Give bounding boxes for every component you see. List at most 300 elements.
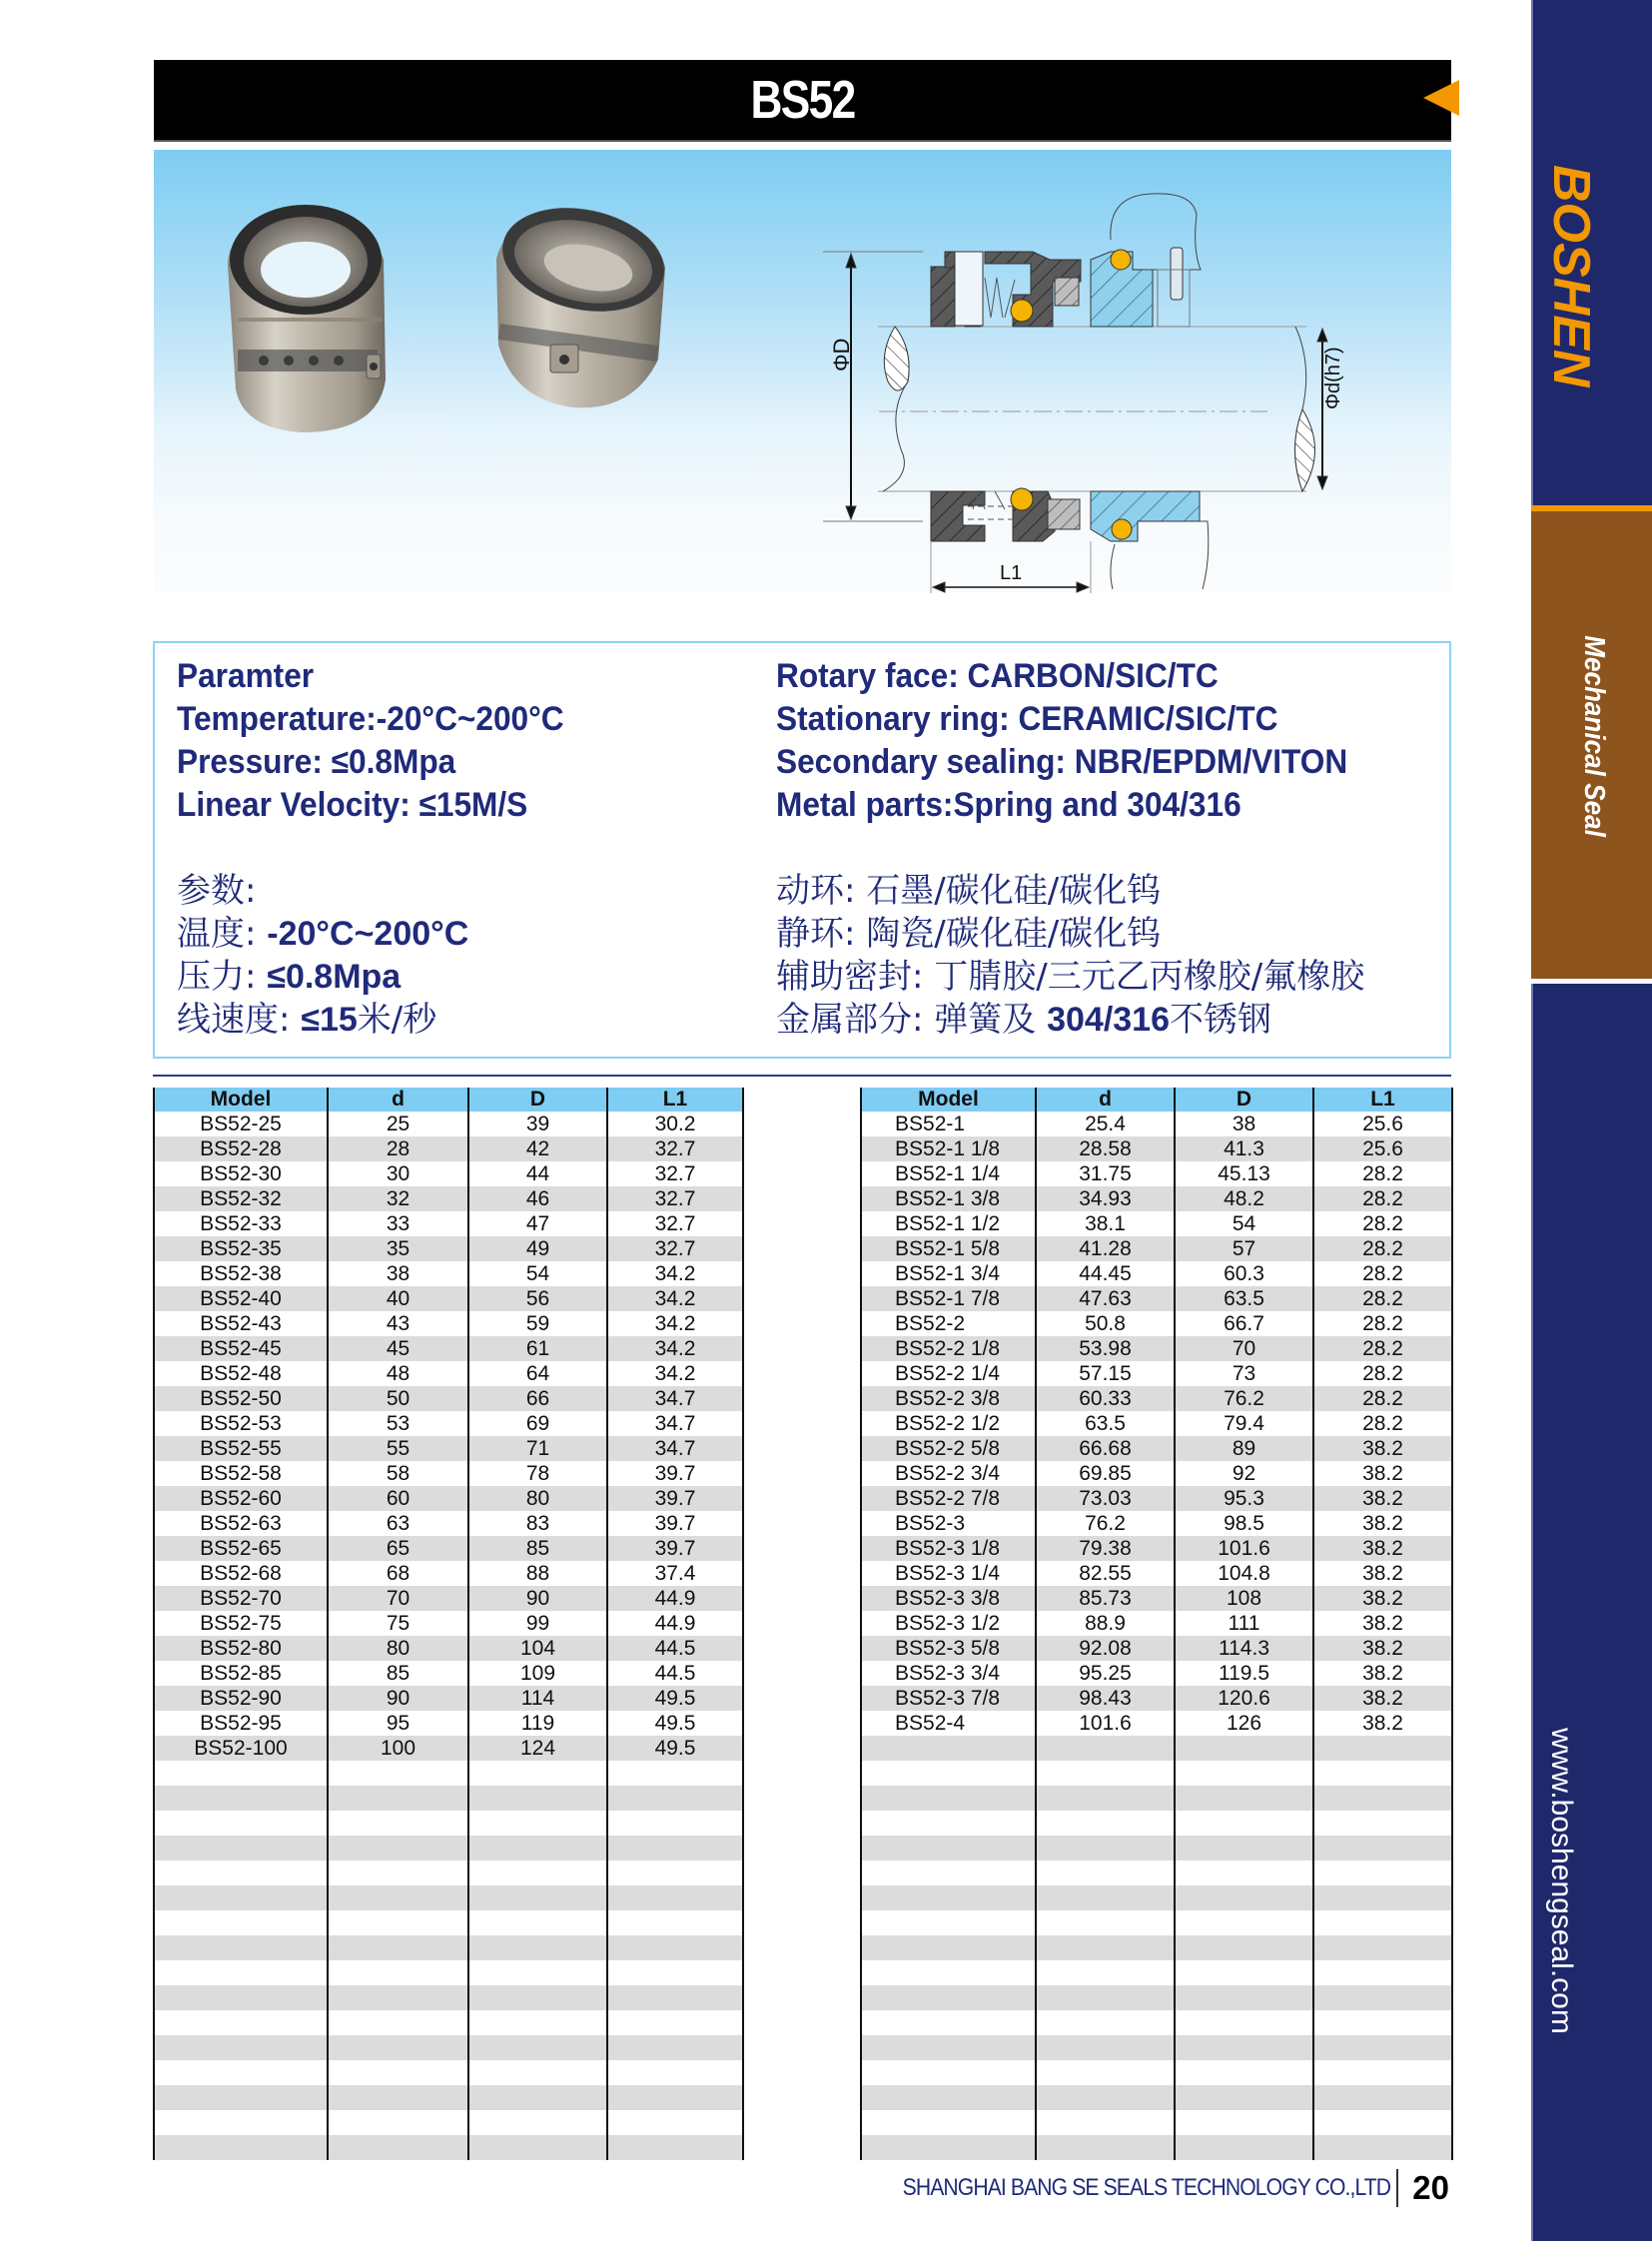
cell-L1: 30.2: [607, 1112, 743, 1136]
cell-d: 66.68: [1036, 1436, 1175, 1461]
cell-L1: 28.2: [1313, 1386, 1452, 1411]
cell-model: [861, 2135, 1036, 2160]
spec-cn-temperature-value: -20°C~200°C: [267, 915, 469, 953]
cell-L1: 39.7: [607, 1461, 743, 1486]
cell-model: BS52-68: [154, 1561, 328, 1586]
cell-L1: [1313, 1885, 1452, 1910]
spec-pressure: Pressure: ≤0.8Mpa: [177, 743, 456, 781]
spec-cn-stationary: [776, 913, 1390, 956]
cell-d: 48: [328, 1361, 468, 1386]
table-row: [154, 1261, 743, 1286]
cell-model: [154, 1811, 328, 1836]
cell-model: [861, 2085, 1036, 2110]
section-divider: [153, 1075, 1451, 1077]
cell-model: [861, 1985, 1036, 2010]
cell-model: BS52-35: [154, 1236, 328, 1261]
table-row: [861, 1386, 1452, 1411]
cell-d: 32: [328, 1186, 468, 1211]
cell-L1: [607, 2085, 743, 2110]
cell-L1: 49.5: [607, 1686, 743, 1711]
cell-D: 69: [468, 1411, 607, 1436]
cell-L1: [1313, 2085, 1452, 2110]
cell-L1: [1313, 2035, 1452, 2060]
cell-d: 92.08: [1036, 1636, 1175, 1661]
empty-table-row: [154, 2135, 743, 2160]
table-row: [154, 1561, 743, 1586]
cell-model: [154, 1861, 328, 1885]
cell-L1: 28.2: [1313, 1311, 1452, 1336]
product-hero: [154, 150, 1451, 593]
cell-L1: 28.2: [1313, 1286, 1452, 1311]
table-row: [861, 1161, 1452, 1186]
cell-d: 70: [328, 1586, 468, 1611]
spec-cn-heading: 参数:: [177, 871, 257, 911]
cell-model: [154, 2035, 328, 2060]
cell-L1: [1313, 2135, 1452, 2160]
cell-L1: 44.9: [607, 1611, 743, 1636]
cell-L1: [607, 2060, 743, 2085]
cell-L1: 28.2: [1313, 1236, 1452, 1261]
dim-d-label: Φd(h7): [1322, 347, 1344, 409]
cell-L1: 38.2: [1313, 1486, 1452, 1511]
cell-D: 108: [1175, 1586, 1313, 1611]
cell-D: 76.2: [1175, 1386, 1313, 1411]
cell-model: BS52-33: [154, 1211, 328, 1236]
table-row: [154, 1436, 743, 1461]
cell-d: 47.63: [1036, 1286, 1175, 1311]
cell-model: BS52-1 5/8: [861, 1236, 1036, 1261]
cell-d: 53: [328, 1411, 468, 1436]
table-row: [154, 1736, 743, 1761]
empty-table-row: [861, 1985, 1452, 2010]
cell-L1: 38.2: [1313, 1711, 1452, 1736]
cell-d: 60.33: [1036, 1386, 1175, 1411]
cell-L1: [1313, 2110, 1452, 2135]
empty-table-row: [154, 2010, 743, 2035]
cell-model: BS52-1 1/8: [861, 1136, 1036, 1161]
empty-table-row: [154, 1786, 743, 1811]
cell-D: 71: [468, 1436, 607, 1461]
cell-model: [154, 1761, 328, 1786]
empty-table-row: [861, 1885, 1452, 1910]
pointer-arrow-icon: [1423, 80, 1459, 116]
empty-table-row: [861, 1960, 1452, 1985]
cell-model: [154, 2010, 328, 2035]
table-row: [154, 1611, 743, 1636]
column-header-l1: L1: [607, 1088, 743, 1112]
cell-D: 63.5: [1175, 1286, 1313, 1311]
cell-d: [328, 2060, 468, 2085]
cell-d: 68: [328, 1561, 468, 1586]
cell-model: BS52-75: [154, 1611, 328, 1636]
column-header-d: D: [468, 1088, 607, 1112]
cell-d: 100: [328, 1736, 468, 1761]
cell-L1: 38.2: [1313, 1536, 1452, 1561]
spec-cn-velocity-value: ≤15: [301, 1001, 358, 1039]
empty-table-row: [861, 2110, 1452, 2135]
cell-D: 89: [1175, 1436, 1313, 1461]
table-row: [154, 1112, 743, 1136]
cell-L1: [1313, 1811, 1452, 1836]
cell-L1: 38.2: [1313, 1611, 1452, 1636]
cell-L1: 37.4: [607, 1561, 743, 1586]
cell-L1: 38.2: [1313, 1561, 1452, 1586]
cell-d: [1036, 2085, 1175, 2110]
table-row: [154, 1511, 743, 1536]
cell-d: [328, 2135, 468, 2160]
cell-d: 85: [328, 1661, 468, 1686]
cell-d: 63: [328, 1511, 468, 1536]
cell-L1: 38.2: [1313, 1436, 1452, 1461]
table-row: [154, 1386, 743, 1411]
cell-model: BS52-1 1/2: [861, 1211, 1036, 1236]
size-table-metric: [153, 1088, 744, 2160]
cell-d: 88.9: [1036, 1611, 1175, 1636]
cell-model: [861, 1960, 1036, 1985]
cell-L1: 49.5: [607, 1711, 743, 1736]
spec-cn-secondary: [776, 956, 1390, 999]
cell-d: [1036, 1960, 1175, 1985]
cell-D: [1175, 2060, 1313, 2085]
cell-L1: 44.9: [607, 1586, 743, 1611]
table-row: [861, 1112, 1452, 1136]
website-link[interactable]: [1544, 1728, 1578, 2034]
cell-d: [328, 1985, 468, 2010]
table-row: [861, 1261, 1452, 1286]
cell-L1: [607, 2135, 743, 2160]
cell-d: 28.58: [1036, 1136, 1175, 1161]
cell-d: 57.15: [1036, 1361, 1175, 1386]
cell-D: [1175, 2110, 1313, 2135]
cell-d: 76.2: [1036, 1511, 1175, 1536]
cell-d: 25: [328, 1112, 468, 1136]
cell-L1: 38.2: [1313, 1461, 1452, 1486]
empty-table-row: [861, 2010, 1452, 2035]
spec-cn-metal-post: 不锈钢: [1170, 1000, 1271, 1040]
cell-L1: 34.2: [607, 1286, 743, 1311]
cell-model: BS52-1 1/4: [861, 1161, 1036, 1186]
cell-D: 78: [468, 1461, 607, 1486]
cell-L1: [1313, 1761, 1452, 1786]
table-row: [861, 1436, 1452, 1461]
dim-L1-label: L1: [1000, 562, 1023, 584]
cell-L1: 25.6: [1313, 1136, 1452, 1161]
empty-table-row: [154, 2085, 743, 2110]
cell-d: [1036, 1910, 1175, 1935]
cell-L1: 38.2: [1313, 1511, 1452, 1536]
table-row: [861, 1611, 1452, 1636]
cell-model: BS52-28: [154, 1136, 328, 1161]
cell-model: BS52-4: [861, 1711, 1036, 1736]
sidebar-separator: [1531, 979, 1652, 984]
cell-d: [328, 1935, 468, 1960]
table-row: [154, 1411, 743, 1436]
cell-D: 73: [1175, 1361, 1313, 1386]
cell-model: [154, 1960, 328, 1985]
empty-table-row: [154, 1811, 743, 1836]
cell-D: 126: [1175, 1711, 1313, 1736]
table-row: [861, 1636, 1452, 1661]
cell-L1: 44.5: [607, 1636, 743, 1661]
cell-d: 28: [328, 1136, 468, 1161]
cell-model: BS52-40: [154, 1286, 328, 1311]
column-header-d: d: [328, 1088, 468, 1112]
cell-D: 46: [468, 1186, 607, 1211]
cell-model: [861, 1761, 1036, 1786]
cell-model: BS52-90: [154, 1686, 328, 1711]
cell-d: 33: [328, 1211, 468, 1236]
spec-cn-velocity-label: 线速度:: [177, 1000, 291, 1040]
spec-cn-rotary-value: 石墨/碳化硅/碳化钨: [866, 871, 1162, 911]
cell-d: 95.25: [1036, 1661, 1175, 1686]
cell-model: BS52-85: [154, 1661, 328, 1686]
cell-model: BS52-3 1/4: [861, 1561, 1036, 1586]
spec-cn-stationary-value: 陶瓷/碳化硅/碳化钨: [866, 914, 1162, 954]
cell-model: [861, 1935, 1036, 1960]
cell-D: 80: [468, 1486, 607, 1511]
cell-D: [468, 1910, 607, 1935]
product-photo-1: [228, 205, 386, 432]
cell-L1: [607, 1960, 743, 1985]
table-row: [861, 1586, 1452, 1611]
spec-cn-rotary: [776, 870, 1390, 913]
cell-L1: [1313, 1935, 1452, 1960]
spec-heading: Paramter: [177, 657, 315, 695]
cell-D: [468, 1761, 607, 1786]
cell-D: 88: [468, 1561, 607, 1586]
cell-D: [1175, 1786, 1313, 1811]
column-header-d: D: [1175, 1088, 1313, 1112]
cell-L1: 28.2: [1313, 1361, 1452, 1386]
cell-d: 69.85: [1036, 1461, 1175, 1486]
cell-d: [1036, 1861, 1175, 1885]
cell-d: [1036, 1935, 1175, 1960]
cell-L1: [1313, 1910, 1452, 1935]
cell-model: BS52-58: [154, 1461, 328, 1486]
cell-model: BS52-80: [154, 1636, 328, 1661]
cell-model: BS52-32: [154, 1186, 328, 1211]
cell-D: [1175, 1910, 1313, 1935]
cell-L1: 28.2: [1313, 1211, 1452, 1236]
cell-d: [328, 1836, 468, 1861]
cell-D: 114.3: [1175, 1636, 1313, 1661]
cell-model: [861, 1786, 1036, 1811]
empty-table-row: [154, 2035, 743, 2060]
cell-D: [468, 1960, 607, 1985]
table-row: [861, 1211, 1452, 1236]
cell-D: [1175, 1985, 1313, 2010]
cell-d: [1036, 1761, 1175, 1786]
cell-model: BS52-3 3/8: [861, 1586, 1036, 1611]
cell-model: [154, 2085, 328, 2110]
cell-D: 119.5: [1175, 1661, 1313, 1686]
spec-column-left: [177, 655, 593, 1042]
cell-model: BS52-55: [154, 1436, 328, 1461]
cell-d: [328, 1885, 468, 1910]
footer-separator: [1396, 2169, 1398, 2207]
cell-model: BS52-25: [154, 1112, 328, 1136]
empty-table-row: [861, 1861, 1452, 1885]
cell-model: BS52-45: [154, 1336, 328, 1361]
cell-L1: 39.7: [607, 1486, 743, 1511]
table-row: [861, 1711, 1452, 1736]
cell-L1: 32.7: [607, 1136, 743, 1161]
cell-D: [1175, 1761, 1313, 1786]
table-row: [154, 1686, 743, 1711]
spec-column-right: [776, 655, 1390, 1042]
cell-model: BS52-50: [154, 1386, 328, 1411]
cell-d: 44.45: [1036, 1261, 1175, 1286]
cell-d: 80: [328, 1636, 468, 1661]
cell-d: 101.6: [1036, 1711, 1175, 1736]
cell-d: [1036, 1786, 1175, 1811]
cell-D: 39: [468, 1112, 607, 1136]
cell-D: 95.3: [1175, 1486, 1313, 1511]
cell-D: [1175, 2010, 1313, 2035]
cell-D: [468, 2085, 607, 2110]
cell-D: 44: [468, 1161, 607, 1186]
cell-model: [861, 1861, 1036, 1885]
cell-model: BS52-2 5/8: [861, 1436, 1036, 1461]
cell-L1: 39.7: [607, 1536, 743, 1561]
company-name: SHANGHAI BANG SE SEALS TECHNOLOGY CO.,LTD: [902, 2174, 1391, 2201]
cell-L1: 28.2: [1313, 1161, 1452, 1186]
cell-L1: [1313, 1736, 1452, 1761]
table-row: [154, 1336, 743, 1361]
empty-table-row: [154, 2110, 743, 2135]
cell-D: 120.6: [1175, 1686, 1313, 1711]
cell-D: 90: [468, 1586, 607, 1611]
cell-d: 82.55: [1036, 1561, 1175, 1586]
section-label-text: Mechanical Seal: [1578, 635, 1610, 837]
cell-d: 40: [328, 1286, 468, 1311]
cell-L1: [1313, 1786, 1452, 1811]
cell-L1: [607, 1985, 743, 2010]
cell-model: BS52-48: [154, 1361, 328, 1386]
cell-L1: 38.2: [1313, 1686, 1452, 1711]
cell-d: 38.1: [1036, 1211, 1175, 1236]
cell-D: 45.13: [1175, 1161, 1313, 1186]
cell-D: [1175, 1811, 1313, 1836]
spec-temperature: Temperature:-20°C~200°C: [177, 700, 564, 738]
cell-D: 98.5: [1175, 1511, 1313, 1536]
spec-cn-stationary-label: 静环:: [776, 914, 856, 954]
cell-model: BS52-2 7/8: [861, 1486, 1036, 1511]
cell-D: 99: [468, 1611, 607, 1636]
cell-d: 98.43: [1036, 1686, 1175, 1711]
cell-D: [468, 1885, 607, 1910]
cell-L1: 39.7: [607, 1511, 743, 1536]
cell-D: 92: [1175, 1461, 1313, 1486]
cell-model: [861, 1811, 1036, 1836]
spec-cn-rotary-label: 动环:: [776, 871, 856, 911]
cell-d: 95: [328, 1711, 468, 1736]
cell-d: 35: [328, 1236, 468, 1261]
cell-model: BS52-65: [154, 1536, 328, 1561]
cell-model: [861, 1836, 1036, 1861]
cell-model: BS52-3 7/8: [861, 1686, 1036, 1711]
cell-model: BS52-2 3/4: [861, 1461, 1036, 1486]
cell-L1: 28.2: [1313, 1411, 1452, 1436]
cell-D: 38: [1175, 1112, 1313, 1136]
cell-model: BS52-2 3/8: [861, 1386, 1036, 1411]
spec-cn-metal-label: 金属部分:: [776, 1000, 924, 1040]
cell-D: [1175, 1935, 1313, 1960]
column-header-model: Model: [154, 1088, 328, 1112]
cell-L1: [607, 1786, 743, 1811]
cell-model: [154, 2060, 328, 2085]
cell-L1: 44.5: [607, 1661, 743, 1686]
cell-D: [468, 1836, 607, 1861]
cell-D: 119: [468, 1711, 607, 1736]
table-row: [861, 1686, 1452, 1711]
product-illustration: [154, 150, 1451, 593]
empty-table-row: [154, 1910, 743, 1935]
table-row: [154, 1286, 743, 1311]
cell-D: 104: [468, 1636, 607, 1661]
empty-table-row: [154, 1861, 743, 1885]
table-row: [154, 1136, 743, 1161]
cell-D: [468, 1985, 607, 2010]
cell-D: [1175, 1861, 1313, 1885]
empty-table-row: [154, 1985, 743, 2010]
cell-D: 54: [468, 1261, 607, 1286]
cell-D: 66.7: [1175, 1311, 1313, 1336]
cell-model: [861, 1736, 1036, 1761]
cell-L1: 38.2: [1313, 1636, 1452, 1661]
cell-model: BS52-2 1/2: [861, 1411, 1036, 1436]
cell-D: [1175, 1960, 1313, 1985]
spec-cn-metal-bold: 304/316: [1047, 1001, 1170, 1039]
cell-model: [154, 1885, 328, 1910]
cell-d: 43: [328, 1311, 468, 1336]
table-row: [861, 1336, 1452, 1361]
cell-L1: [1313, 1960, 1452, 1985]
cell-D: 57: [1175, 1236, 1313, 1261]
cell-D: [1175, 2135, 1313, 2160]
spec-cn-pressure-value: ≤0.8Mpa: [267, 958, 402, 996]
cell-L1: [607, 2110, 743, 2135]
cell-D: 49: [468, 1236, 607, 1261]
cell-model: [861, 2010, 1036, 2035]
cell-D: 47: [468, 1211, 607, 1236]
cell-d: 50: [328, 1386, 468, 1411]
cell-d: 38: [328, 1261, 468, 1286]
table-row: [861, 1661, 1452, 1686]
spec-cn-temperature-label: 温度:: [177, 914, 257, 954]
table-row: [861, 1361, 1452, 1386]
empty-table-row: [154, 1761, 743, 1786]
cell-D: [468, 1935, 607, 1960]
cell-model: [861, 2060, 1036, 2085]
cell-d: [1036, 2010, 1175, 2035]
cell-d: 85.73: [1036, 1586, 1175, 1611]
cell-d: [1036, 1811, 1175, 1836]
website-url[interactable]: www.boshengseal.com: [1545, 1728, 1578, 2034]
cell-D: [468, 2060, 607, 2085]
product-photo-2: [492, 194, 673, 407]
table-row: [154, 1461, 743, 1486]
title-bar: [154, 60, 1451, 142]
cell-d: [1036, 2135, 1175, 2160]
cell-L1: 28.2: [1313, 1186, 1452, 1211]
cell-model: BS52-1: [861, 1112, 1036, 1136]
cell-L1: 49.5: [607, 1736, 743, 1761]
cell-model: [861, 1910, 1036, 1935]
cell-D: 64: [468, 1361, 607, 1386]
cell-model: BS52-1 3/8: [861, 1186, 1036, 1211]
size-table-imperial: [860, 1088, 1453, 2160]
